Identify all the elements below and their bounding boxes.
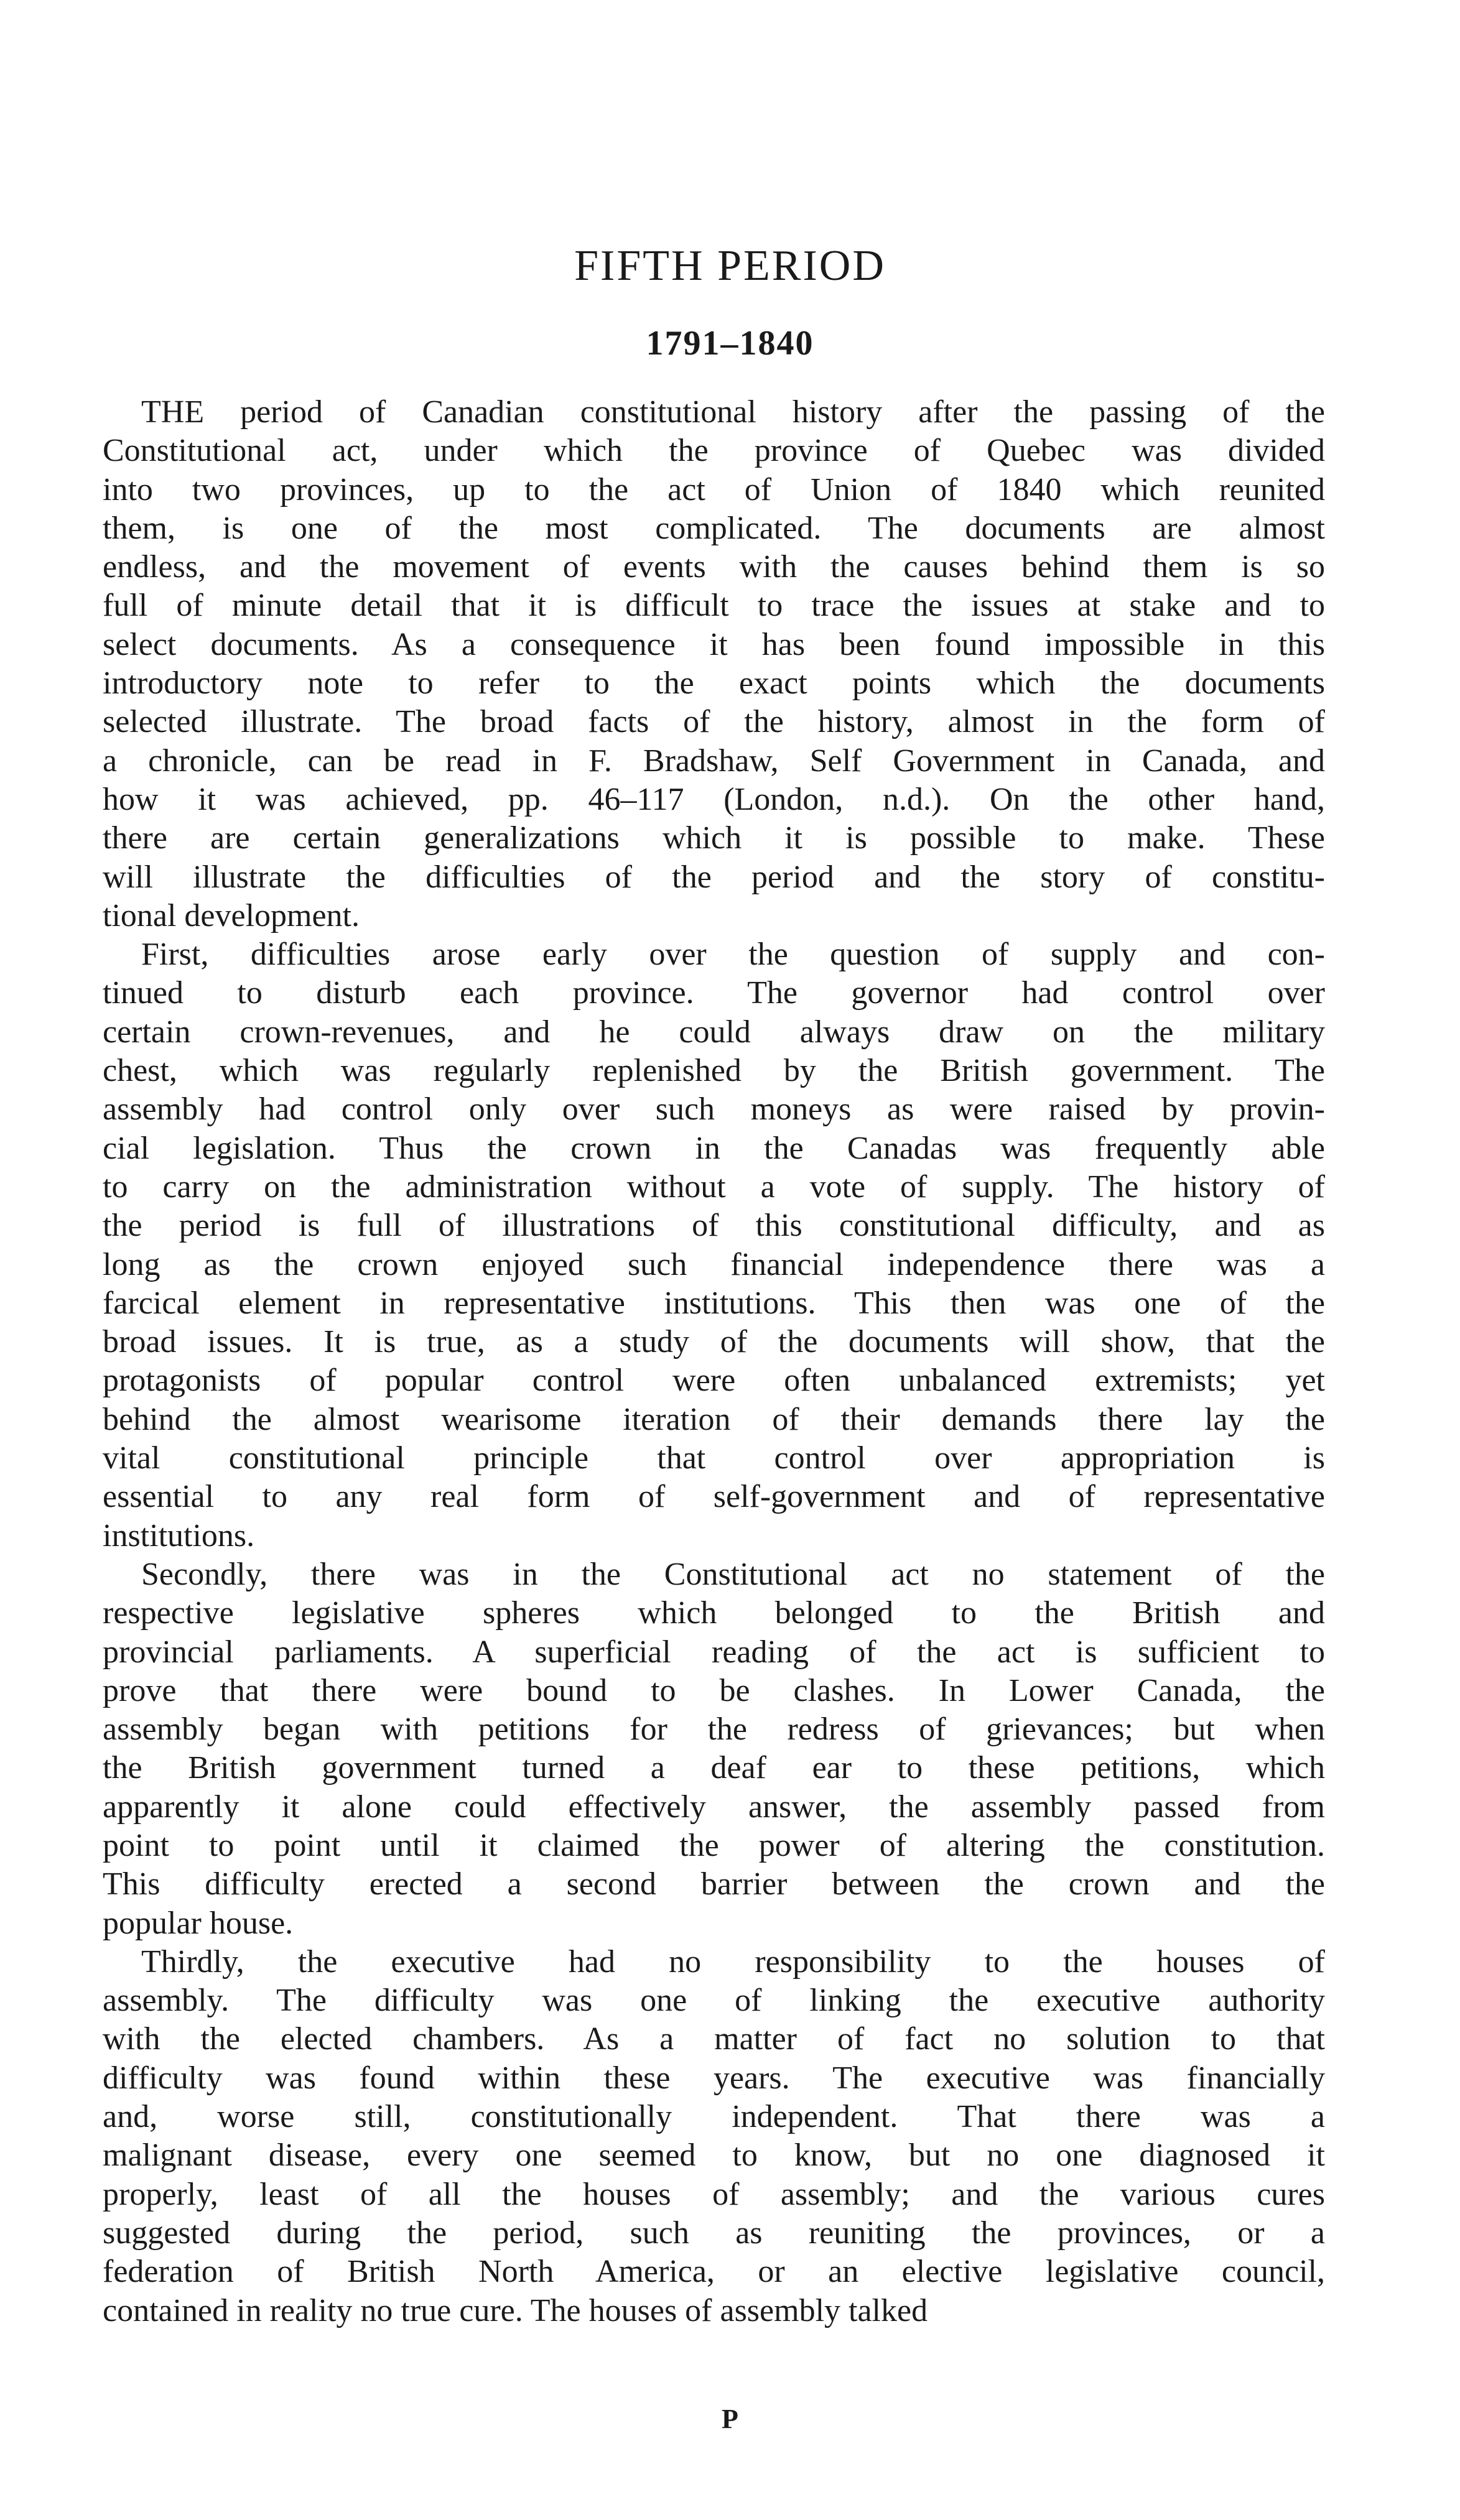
text-line: federation of British North America, or an elective legislative council,: [103, 2254, 1325, 2290]
chapter-title: FIFTH PERIOD: [574, 242, 886, 290]
text-line: into two provinces, up to the act of Union of 1840 which reunited: [103, 471, 1325, 507]
text-line: suggested during the period, such as reuniting the provinces, or a: [103, 2215, 1325, 2251]
text-line: Thirdly, the executive had no responsibility to the houses of: [141, 1943, 1325, 1980]
text-line: certain crown-revenues, and he could always draw on the military: [103, 1014, 1325, 1050]
paragraph-2: [103, 935, 1325, 1555]
text-line: tional development.: [103, 897, 360, 933]
chapter-years: 1791–1840: [646, 324, 814, 363]
text-line: institutions.: [103, 1517, 255, 1554]
text-line: difficulty was found within these years. The executive was financially: [103, 2060, 1325, 2096]
folio-signature: P: [722, 2404, 738, 2434]
paragraph-3: [103, 1555, 1325, 1943]
text-line: cial legislation. Thus the crown in the Canadas was frequently able: [103, 1130, 1325, 1166]
paragraph-1: [103, 393, 1325, 935]
text-line: endless, and the movement of events with the causes behind them is so: [103, 549, 1325, 585]
text-line: and, worse still, constitutionally independent. That there was a: [103, 2099, 1325, 2135]
text-line: will illustrate the difficulties of the period and the story of constitu-: [103, 859, 1325, 895]
text-line: Secondly, there was in the Constitutional act no statement of the: [141, 1556, 1325, 1592]
paragraph-4: [103, 1943, 1325, 2330]
text-line: provincial parliaments. A superficial reading of the act is sufficient to: [103, 1634, 1325, 1670]
text-line: select documents. As a consequence it has been found impossible in this: [103, 626, 1325, 662]
text-line: malignant disease, every one seemed to know, but no one diagnosed it: [103, 2138, 1325, 2174]
text-line: Constitutional act, under which the province of Quebec was divided: [103, 433, 1325, 469]
text-line: contained in reality no true cure. The houses of assembly talked: [103, 2292, 928, 2328]
text-line: selected illustrate. The broad facts of the history, almost in the form of: [103, 704, 1325, 740]
text-line: First, difficulties arose early over the question of supply and con-: [141, 937, 1325, 973]
text-line: with the elected chambers. As a matter of fact no solution to that: [103, 2021, 1325, 2057]
text-line: assembly. The difficulty was one of linking the executive authority: [103, 1983, 1325, 2019]
text-line: assembly began with petitions for the redress of grievances; but when: [103, 1712, 1325, 1748]
text-line: chest, which was regularly replenished by the British government. The: [103, 1053, 1325, 1089]
text-line: to carry on the administration without a vote of supply. The history of: [103, 1169, 1325, 1205]
text-line: broad issues. It is true, as a study of the documents will show, that the: [103, 1324, 1325, 1360]
text-line: there are certain generalizations which it is possible to make. These: [103, 820, 1325, 856]
text-line: apparently it alone could effectively answer, the assembly passed from: [103, 1789, 1325, 1825]
text-line: the British government turned a deaf ear to these petitions, which: [103, 1750, 1325, 1786]
text-line: popular house.: [103, 1905, 294, 1941]
text-line: farcical element in representative institutions. This then was one of the: [103, 1285, 1325, 1321]
text-line: a chronicle, can be read in F. Bradshaw, Self Government in Canada, and: [103, 743, 1325, 779]
text-line: prove that there were bound to be clashes. In Lower Canada, the: [103, 1672, 1325, 1708]
text-line: full of minute detail that it is difficult to trace the issues at stake and to: [103, 588, 1325, 624]
text-line: them, is one of the most complicated. The documents are almost: [103, 510, 1325, 546]
text-line: assembly had control only over such moneys as were raised by provin-: [103, 1091, 1325, 1128]
text-line: tinued to disturb each province. The governor had control over: [103, 975, 1325, 1011]
text-line: how it was achieved, pp. 46–117 (London, n.d.). On the other hand,: [103, 781, 1325, 817]
text-line: introductory note to refer to the exact points which the documents: [103, 665, 1325, 702]
body-text: [103, 393, 1325, 2330]
text-line: point to point until it claimed the power of altering the constitution.: [103, 1827, 1325, 1863]
text-line: behind the almost wearisome iteration of their demands there lay the: [103, 1401, 1325, 1437]
text-line: the period is full of illustrations of this constitutional difficulty, and as: [103, 1208, 1325, 1244]
text-line: vital constitutional principle that control over appropriation is: [103, 1440, 1325, 1476]
text-line: essential to any real form of self-government and of representative: [103, 1479, 1325, 1515]
text-line: THE period of Canadian constitutional history after the passing of the: [141, 394, 1325, 430]
text-line: respective legislative spheres which belonged to the British and: [103, 1595, 1325, 1631]
text-line: This difficulty erected a second barrier between the crown and the: [103, 1866, 1325, 1902]
text-line: properly, least of all the houses of assembly; and the various cures: [103, 2176, 1325, 2212]
text-line: protagonists of popular control were often unbalanced extremists; yet: [103, 1363, 1325, 1399]
text-line: long as the crown enjoyed such financial independence there was a: [103, 1246, 1325, 1282]
